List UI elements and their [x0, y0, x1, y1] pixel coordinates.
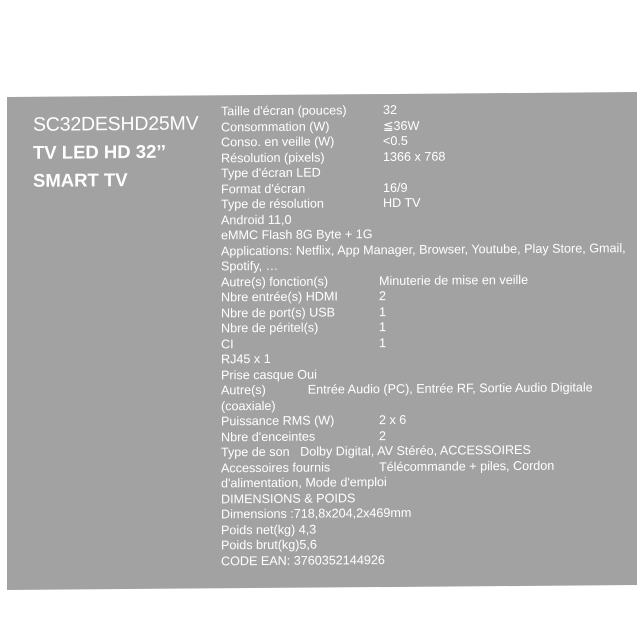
sound-type: Type de son Dolby Digital, AV Stéréo, ACCESSOIRES — [221, 442, 531, 460]
spec-value: 2 — [379, 289, 387, 304]
spec-value: 1 — [379, 304, 387, 319]
spec-label: Résolution (pixels) — [221, 150, 325, 165]
dimensions-heading: DIMENSIONS & POIDS — [221, 490, 356, 506]
storage-spec: eMMC Flash 8G Byte + 1G — [221, 227, 373, 243]
spec-value: 1 — [379, 335, 387, 350]
spec-label: Format d'écran — [221, 181, 306, 196]
spec-label: Nbre de port(s) USB — [221, 304, 336, 320]
spec-label: Nbre de péritel(s) — [221, 320, 319, 336]
spec-label: Nbre d'enceintes — [221, 429, 316, 444]
spec-label: Conso. en veille (W) — [221, 134, 335, 150]
spec-value: 16/9 — [383, 180, 408, 195]
spec-value: 2 x 6 — [379, 412, 407, 428]
spec-label: Consommation (W) — [221, 118, 330, 134]
product-subtype: SMART TV — [33, 169, 128, 191]
spec-label: Type de résolution — [221, 196, 324, 212]
rj45-port: RJ45 x 1 — [221, 351, 271, 367]
spec-value: 32 — [383, 102, 398, 118]
spec-row — [221, 334, 626, 353]
spec-list — [221, 101, 626, 569]
other-connectors: Autre(s) Entrée Audio (PC), Entrée RF, Sortie Audio Digitale (coaxiale) — [221, 380, 597, 413]
accessories: Accessoires fournis Télécommande + piles, Cordon d'alimentation, Mode d'emploi — [221, 458, 558, 491]
spec-value: HD TV — [383, 195, 421, 211]
spec-value: 1 — [379, 320, 387, 335]
spec-label: Taille d'écran (pouces) — [221, 103, 347, 119]
spec-value: ≦36W — [383, 118, 420, 133]
spec-value: <0.5 — [383, 133, 408, 149]
product-block — [33, 111, 223, 196]
spec-label: Autre(s) fonction(s) — [221, 273, 329, 289]
net-weight: Poids net(kg) 4,3 — [221, 522, 317, 537]
product-type: TV LED HD 32’’ — [33, 140, 166, 163]
spec-value: 2 — [379, 428, 387, 443]
spec-row — [221, 427, 626, 446]
os-version: Android 11,0 — [221, 212, 292, 227]
spec-label: CI — [221, 336, 234, 351]
applications-list: Applications: Netflix, App Manager, Browser, Youtube, Play Store, Gmail, Spotify, … — [221, 240, 626, 274]
spec-label: Type d'écran LED — [221, 165, 321, 181]
spec-value: Minuterie de mise en veille — [379, 272, 529, 288]
spec-value: 1366 x 768 — [383, 149, 446, 164]
headphone-jack: Prise casque Oui — [221, 367, 317, 382]
model-number: SC32DESHD25MV — [33, 112, 199, 136]
spec-sheet — [7, 92, 637, 590]
dimensions-value: Dimensions :718,8x204,2x469mm — [221, 505, 412, 522]
spec-row — [221, 194, 626, 213]
ean-code: CODE EAN: 3760352144926 — [221, 552, 385, 568]
gross-weight: Poids brut(kg)5,6 — [221, 537, 317, 553]
spec-label: Nbre entrée(s) HDMI — [221, 289, 338, 305]
spec-label: Puissance RMS (W) — [221, 413, 335, 429]
